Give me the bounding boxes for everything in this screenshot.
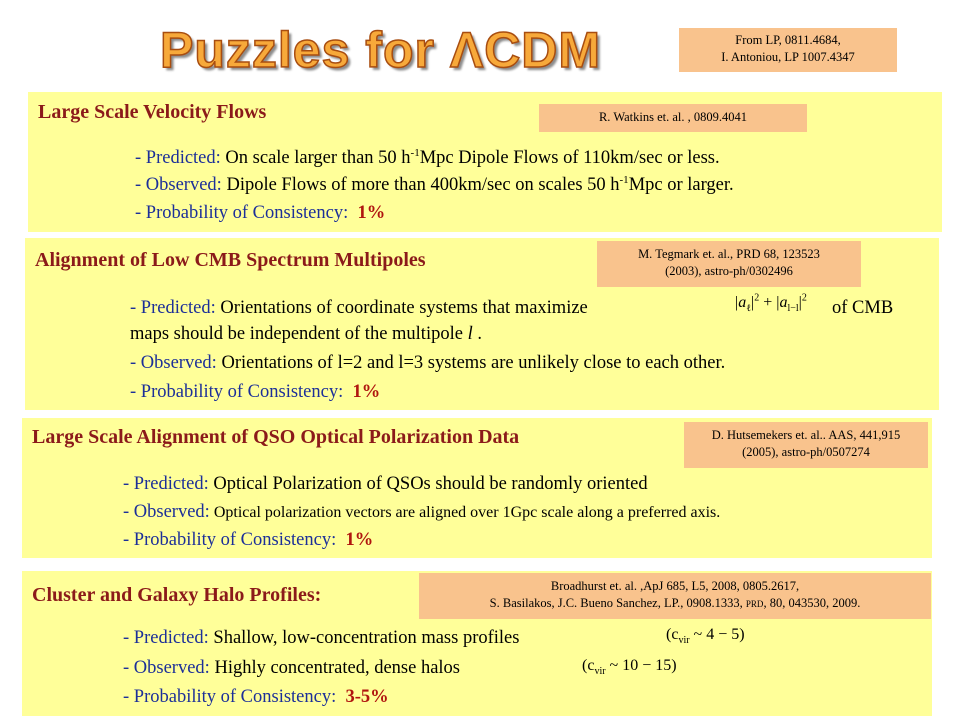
section-heading: Large Scale Velocity Flows <box>38 101 267 123</box>
probability-line <box>130 381 380 403</box>
formula-a-term-2: a <box>779 294 788 311</box>
source-reference <box>679 28 897 72</box>
observed-line <box>123 657 460 679</box>
predicted-label: - Predicted: <box>135 148 221 168</box>
predicted-continuation: maps should be independent of the multipole <box>130 324 463 344</box>
predicted-exponent: -1 <box>410 146 420 159</box>
section-ref-line1: R. Watkins et. al. , 0809.4041 <box>598 110 748 124</box>
formula-sub-2: l−l <box>787 303 799 315</box>
source-ref-line1: From LP, 0811.4684, <box>735 33 841 47</box>
section-ref-line2: (2003), astro-ph/0302496 <box>665 264 793 278</box>
probability-label: - Probability of Consistency: <box>123 530 337 550</box>
observed-label: - Observed: <box>123 658 210 678</box>
section-ref-line1: D. Hutsemekers et. al.. AAS, 441,915 <box>711 428 901 442</box>
formula-open: (c <box>666 626 679 643</box>
section-ref-line1: Broadhurst et. al. ,ApJ 685, L5, 2008, 0805.2617, <box>550 579 800 593</box>
formula-exp-2: 2 <box>801 292 807 304</box>
formula-exp-1: 2 <box>754 292 760 304</box>
predicted-text: Optical Polarization of QSOs should be randomly oriented <box>208 474 648 494</box>
predicted-line <box>123 473 648 495</box>
predicted-label: - Predicted: <box>130 298 216 318</box>
probability-line <box>123 529 373 551</box>
probability-value: 1% <box>357 203 386 223</box>
observed-label: - Observed: <box>135 175 222 195</box>
predicted-text-end: Mpc Dipole Flows of 110km/sec or less. <box>419 148 720 168</box>
predicted-text: On scale larger than 50 h <box>220 148 411 168</box>
observed-text: Optical polarization vectors are aligned over 1Gpc scale along a preferred axis. <box>209 504 721 521</box>
section-heading: Cluster and Galaxy Halo Profiles: <box>32 584 322 606</box>
observed-label: - Observed: <box>130 353 217 373</box>
probability-value: 1% <box>352 382 381 402</box>
predicted-formula <box>666 626 745 646</box>
section-ref-line2-text: S. Basilakos, J.C. Bueno Sanchez, LP., 0908.1333, <box>489 596 746 610</box>
section-heading: Alignment of Low CMB Spectrum Multipoles <box>35 249 426 271</box>
observed-line <box>130 352 725 374</box>
observed-text: Dipole Flows of more than 400km/sec on scales 50 h <box>221 175 620 195</box>
observed-text-end: Mpc or larger. <box>628 175 734 195</box>
formula-sub: vir <box>678 635 690 647</box>
formula-end: ~ 10 − 15) <box>605 657 677 674</box>
section-ref-journal: PRD <box>745 599 764 609</box>
section-heading: Large Scale Alignment of QSO Optical Polarization Data <box>32 426 520 448</box>
observed-text: Orientations of l=2 and l=3 systems are unlikely close to each other. <box>216 353 726 373</box>
observed-formula <box>582 657 677 677</box>
multipole-variable: l <box>467 324 473 344</box>
observed-label: - Observed: <box>123 502 210 522</box>
section-reference <box>684 422 928 468</box>
section-reference <box>597 241 861 287</box>
probability-value: 3-5% <box>345 687 389 707</box>
predicted-line <box>130 297 588 319</box>
predicted-text: Orientations of coordinate systems that maximize <box>215 298 588 318</box>
formula-sub: vir <box>594 666 606 678</box>
probability-line <box>123 686 389 708</box>
predicted-line <box>123 627 519 649</box>
observed-text: Highly concentrated, dense halos <box>209 658 461 678</box>
probability-line <box>135 202 385 224</box>
title-model: CDM <box>484 22 602 78</box>
section-reference <box>539 104 807 132</box>
section-ref-line2-end: , 80, 043530, 2009. <box>763 596 861 610</box>
probability-label: - Probability of Consistency: <box>123 687 337 707</box>
slide-title <box>160 22 601 78</box>
formula-a-term: a <box>738 294 747 311</box>
probability-value: 1% <box>345 530 374 550</box>
section-ref-line2: (2005), astro-ph/0507274 <box>742 445 870 459</box>
probability-label: - Probability of Consistency: <box>135 203 349 223</box>
predicted-period: . <box>477 324 482 344</box>
title-lambda: Λ <box>449 22 485 78</box>
section-reference <box>419 573 931 619</box>
section-ref-line1: M. Tegmark et. al., PRD 68, 123523 <box>638 247 820 261</box>
formula-open: (c <box>582 657 595 674</box>
section-ref-line2 <box>419 595 931 613</box>
multipole-formula: $|a_\ell|^2 + |a_{l-l}|^2$ <box>735 292 807 315</box>
observed-line <box>123 501 720 524</box>
observed-exponent: -1 <box>619 173 629 186</box>
predicted-line-2 <box>130 323 482 345</box>
predicted-label: - Predicted: <box>123 628 209 648</box>
formula-end: ~ 4 − 5) <box>689 626 745 643</box>
predicted-line-end: of CMB <box>832 298 894 318</box>
observed-line <box>135 174 734 196</box>
predicted-line <box>135 147 720 169</box>
source-ref-line2: I. Antoniou, LP 1007.4347 <box>721 50 855 64</box>
predicted-text: Shallow, low-concentration mass profiles <box>208 628 520 648</box>
formula-sub-1: ℓ <box>746 303 751 315</box>
title-prefix: Puzzles for <box>160 22 450 78</box>
predicted-label: - Predicted: <box>123 474 209 494</box>
probability-label: - Probability of Consistency: <box>130 382 344 402</box>
